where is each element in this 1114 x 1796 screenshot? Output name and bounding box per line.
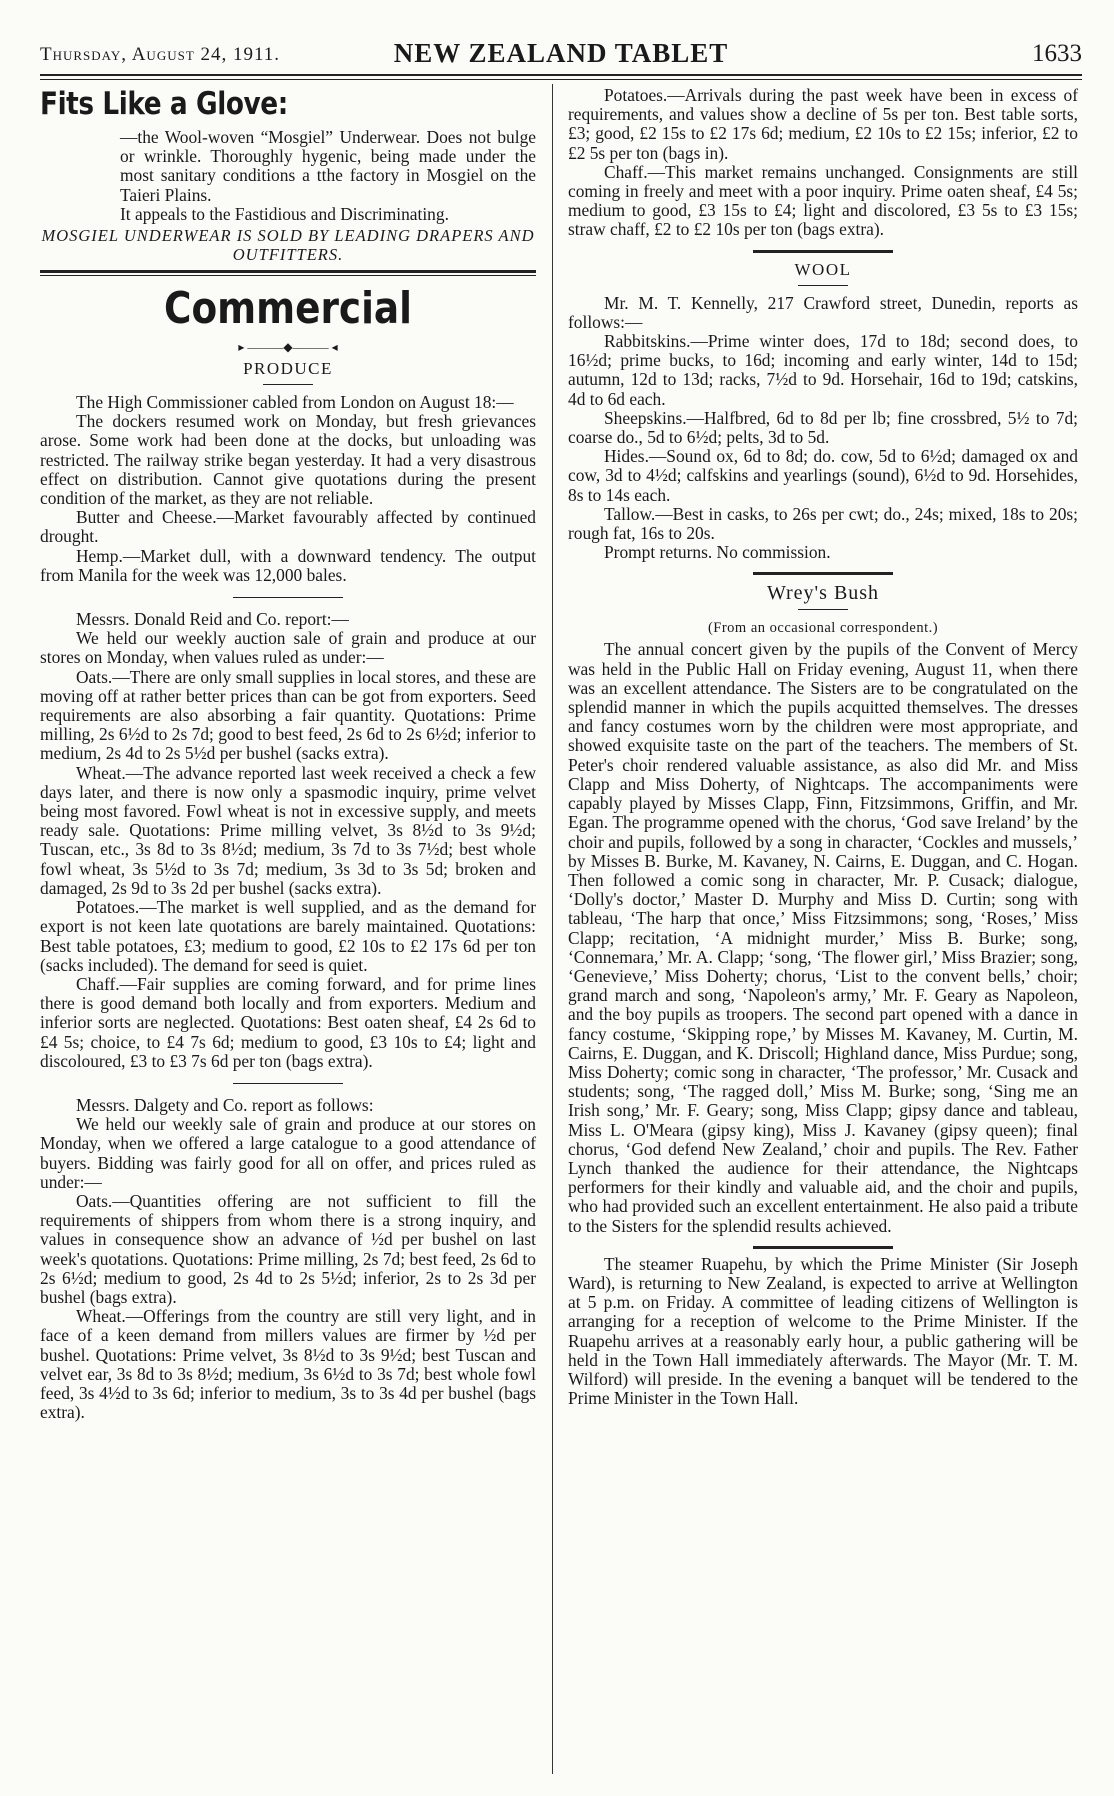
paragraph: Chaff.—Fair supplies are coming forward, and for prime lines there is good demand both locally and from exporters. Medium and inferior sorts are neglected. Quotations: Best oaten sheaf, £4 2s 6d to £4 5s; choice, to £4 7s 6d; medium to good, £3 10s to £4; light and discoloured, £3 to £3 7s 6d per ton (bags extra). xyxy=(40,973,536,1071)
paragraph: Tallow.—Best in casks, to 26s per cwt; do., 24s; mixed, 18s to 20s; rough fat, 16s to 20s. xyxy=(568,503,1078,544)
wool-rule xyxy=(798,285,848,286)
divider-rule xyxy=(753,250,893,253)
wreys-bush-heading: Wrey's Bush xyxy=(766,582,880,605)
paragraph: Messrs. Dalgety and Co. report as follows: xyxy=(76,1094,374,1115)
paragraph: Prompt returns. No commission. xyxy=(604,542,831,563)
paragraph: We held our weekly sale of grain and produce at our stores on Monday, when we offered a large catalogue to a good attendance of buyers. Bidding was fairly good for all on offer, and prices ruled as under:— xyxy=(40,1114,536,1192)
paragraph: Wheat.—Offerings from the country are still very light, and in face of a keen demand from millers values are firmer by ½d per bushel. Quotations: Prime velvet, 3s 8½d to 3s 9½d; best Tuscan and velvet ear, 3s 8d to 3s 8½d; medium, 3s 6½d to 3s 7d; best whole fowl feed, 3s 4½d to 3s 6d; inferior to medium, 3s to 3s 4d per bushel (bags extra). xyxy=(40,1306,536,1423)
publication-title: NEW ZEALAND TABLET xyxy=(393,38,729,68)
paragraph: Wheat.—The advance reported last week received a check a few days later, and there is now only a spasmodic inquiry, prime velvet being most favored. Fowl wheat is not in excessive supply, and meets ready sale. Quotations: Prime milling velvet, 3s 8½d to 3s 9½d; Tuscan, etc., 3s 8d to 3s 8½d; medium, 3s 7d to 3s 7½d; best whole fowl wheat, 3s 5½d to 3s 7d; medium, 3s 3d to 3s 5d; broken and damaged, 2s 9d to 3s 2d per bushel (sacks extra). xyxy=(40,762,536,898)
paragraph: The steamer Ruapehu, by which the Prime Minister (Sir Joseph Ward), is returning to New Zealand, is expected to arrive at Wellington at 5 p.m. on Friday. A committee of leading citizens of Wellington is arranging for a reception of welcome to the Prime Minister. If the Ruapehu arrives at a reasonably early hour, a public gathering will be held in the Town Hall immediately afterwards. The Mayor (Mr. T. M. Wilford) will preside. In the evening a banquet will be tendered to the Prime Minister in the Town Hall. xyxy=(568,1253,1078,1409)
left-column xyxy=(40,84,536,1422)
paragraph: Sheepskins.—Halfbred, 6d to 8d per lb; fine crossbred, 5½ to 7d; coarse do., 5d to 6½d; pelts, 3d to 5d. xyxy=(568,407,1078,448)
correspondent-note: (From an occasional correspondent.) xyxy=(707,620,939,637)
wreys-bush-rule xyxy=(798,609,848,610)
paragraph: Butter and Cheese.—Market favourably affected by continued drought. xyxy=(40,507,536,547)
section-title-commercial: Commercial xyxy=(164,283,412,335)
ad-body-2: It appeals to the Fastidious and Discriminating. xyxy=(120,203,449,224)
produce-heading: PRODUCE xyxy=(243,359,333,379)
right-column xyxy=(568,86,1078,1408)
issue-date: Thursday, August 24, 1911. xyxy=(40,44,281,65)
ad-title: Fits Like a Glove: xyxy=(40,86,288,122)
ad-rule-thin xyxy=(40,275,536,276)
header-rule-thin xyxy=(40,79,1082,80)
page-header xyxy=(40,38,1082,72)
paragraph: Potatoes.—The market is well supplied, and as the demand for export is not keen late quotations are barely maintained. Quotations: Best table potatoes, £3; medium to good, £2 10s to £2 17s 6d per ton (sacks included). The demand for seed is quiet. xyxy=(40,897,536,975)
produce-rule xyxy=(263,384,313,385)
paragraph: The dockers resumed work on Monday, but fresh grievances arose. Some work had been done at the docks, but unloading was restricted. The railway strike began yesterday. It had a very disastrous effect on distribution. Cannot give quotations during the present condition of the market, as they are not reliable. xyxy=(40,411,536,509)
paragraph: Chaff.—This market remains unchanged. Consignments are still coming in freely and meet with a poor inquiry. Prime oaten sheaf, £4 5s; medium to good, £3 15s to £4; light and discolored, £3 5s to £3 15s; straw chaff, £2 to £2 10s per ton (bags extra). xyxy=(568,161,1078,240)
page-number: 1633 xyxy=(1032,40,1082,67)
paragraph: Mr. M. T. Kennelly, 217 Crawford street, Dunedin, reports as follows:— xyxy=(568,292,1078,332)
paragraph: Hemp.—Market dull, with a downward tendency. The output from Manila for the week was 12,000 bales. xyxy=(40,545,536,585)
paragraph: Hides.—Sound ox, 6d to 8d; do. cow, 5d to 6½d; damaged ox and cow, 3d to 4½d; calfskins and yearlings (sound), 6½d to 9d. Horsehides, 8s to 14s each. xyxy=(568,446,1078,505)
column-divider xyxy=(552,84,553,1774)
divider-rule xyxy=(753,572,893,575)
ad-body: —the Wool-woven “Mosgiel” Underwear. Does not bulge or wrinkle. Thoroughly hygenic, being made under the most sanitary conditions a tthe factory in Mosgiel on the Taieri Plains. xyxy=(120,127,536,205)
paragraph: Messrs. Donald Reid and Co. report:— xyxy=(76,609,349,630)
divider-rule xyxy=(233,597,343,598)
paragraph: Oats.—Quantities offering are not sufficient to fill the requirements of shippers from whom there is a strong inquiry, and values in consequence show an advance of ½d per bushel on last week's quotations. Quotations: Prime milling, 2s 7d; best feed, 2s 6d to 2s 6½d; medium to good, 2s 4d to 2s 5½d; inferior, 2s to 2s 3d per bushel (bags extra). xyxy=(40,1190,536,1307)
wool-heading: WOOL xyxy=(794,259,852,279)
paragraph: Potatoes.—Arrivals during the past week have been in excess of requirements, and values show a decline of 5s per ton. Best table sorts, £3; good, £2 15s to £2 17s 6d; medium, £2 10s to £2 15s; inferior, £2 to £2 5s per ton (bags in). xyxy=(568,85,1078,163)
paragraph: Rabbitskins.—Prime winter does, 17d to 18d; second does, to 16½d; prime bucks, to 16d; incoming and early winter, 14d to 15d; autumn, 12d to 13d; racks, 7½d to 9d. Horsehair, 16d to 19d; catskins, 4d to 6d each. xyxy=(568,331,1078,409)
paragraph: The annual concert given by the pupils of the Convent of Mercy was held in the Public Hall on Friday evening, August 11, when there was an excellent attendance. The Sisters are to be congratulated on the splendid manner in which the pupils acquitted themselves. The dresses and fancy costumes worn by the children were most appropriate, and showed exquisite taste on the part of the teachers. The members of St. Peter's choir rendered valuable assistance, as also did Mr. and Miss Clapp and Miss Doherty, of Nightcaps. The accompaniments were capably played by Misses Clapp, Finn, Fitzsimmons, Griffin, and Mr. Egan. The programme opened with the chorus, ‘God save Ireland’ by the choir and pupils, followed by a song in character, ‘Cockles and mussels,’ by Misses B. Burke, M. Kavaney, N. Cairns, E. Duggan, and C. Hogan. Then followed a comic song in character, Mr. P. Cusack; dialogue, ‘Dolly's doctor,’ Master D. Murphy and Miss D. Curtin; song with tableau, ‘The harp that once,’ Miss Fitzsimmons; song, ‘Roses,’ Miss Clapp; recitation, ‘A midnight murder,’ Miss B. Burke; song, ‘Connemara,’ Mr. A. Clapp; ‘song, ‘The flower girl,’ Miss Brazier; song, ‘Genevieve,’ Miss Doherty; chorus, ‘List to the convent bells,’ choir; grand march and song, ‘Napoleon's army,’ Mr. F. Geary as Napoleon, and the boy pupils as troopers. The second part opened with a dance in fancy costume, ‘Skipping rope,’ by Misses M. Kavaney, M. Curtin, M. Cairns, E. Duggan, and K. Driscoll; Highland dance, Miss Purdue; song, Miss Doherty; comic song in character, ‘The professor,’ Mr. Cusack and students; song, ‘The ragged doll,’ Miss M. Burke; song, ‘Sing me an Irish song,’ Mr. F. Geary; song, Miss Clapp; gipsy dance and tableau, Miss L. O'Meara (gipsy king), Miss J. Kavaney (gipsy queen); final chorus, ‘God defend New Zealand,’ choir and pupils. The Rev. Father Lynch thanked the audience for their attendance, the Nightcaps performers for their kindly and valuable aid, and the choir and pupils, who had provided such an excellent entertainment. He also paid a tribute to the Sisters for the splendid results achieved. xyxy=(568,639,1078,1236)
paragraph: We held our weekly auction sale of grain and produce at our stores on Monday, when values ruled as under:— xyxy=(40,628,536,668)
ad-footer: MOSGIEL UNDERWEAR IS SOLD BY LEADING DRAPERS AND OUTFITTERS. xyxy=(41,226,535,265)
ad-rule-thick xyxy=(40,270,536,273)
divider-rule xyxy=(753,1246,893,1249)
ornament-divider: ▸ ———◆——— ◂ xyxy=(238,340,338,355)
divider-rule xyxy=(233,1083,343,1084)
header-rule-thick xyxy=(40,74,1082,76)
paragraph: Oats.—There are only small supplies in local stores, and these are moving off at rather better prices than can be got from exporters. Seed requirements are also absorbing a fair quantity. Quotations: Prime milling, 2s 6½d to 2s 7d; good to best feed, 2s 6d to 2s 6½d; inferior to medium, 2s 4d to 2s 5½d per bushel (sacks extra). xyxy=(40,666,536,764)
paragraph: The High Commissioner cabled from London on August 18:— xyxy=(76,392,514,413)
